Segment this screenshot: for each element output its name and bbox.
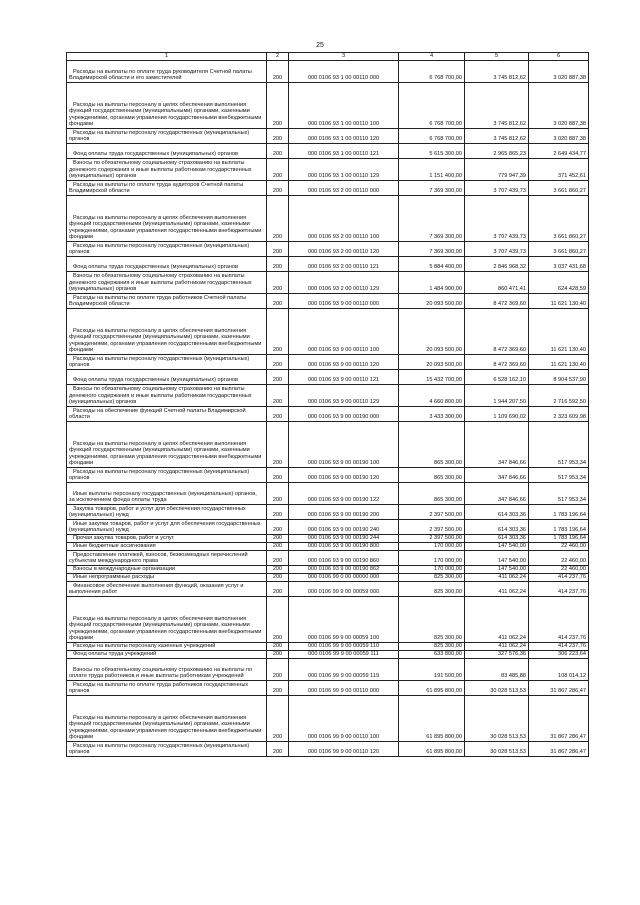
row-description (67, 696, 267, 742)
table-row (67, 294, 589, 309)
row-executed-amount: 1 944 207,50 (465, 385, 529, 407)
row-unexecuted-amount: 306 223,64 (529, 651, 589, 659)
row-approved-amount: 3 433 300,00 (399, 407, 465, 422)
row-executed-amount: 347 846,66 (465, 422, 529, 468)
row-executed-amount: 147 540,00 (465, 551, 529, 566)
row-line-code: 200 (267, 520, 289, 535)
row-executed-amount: 147 540,00 (465, 543, 529, 551)
row-budget-code: 000 0106 99 0 00 00000 000 (289, 574, 399, 582)
table-row (67, 659, 589, 681)
row-description (67, 83, 267, 129)
row-executed-amount: 3 745 812,62 (465, 129, 529, 144)
row-unexecuted-amount: 1 783 196,64 (529, 535, 589, 543)
row-description-text: Расходы на выплаты персоналу государственных (муниципальных) органов (69, 129, 250, 143)
row-line-code: 200 (267, 643, 289, 651)
row-unexecuted-amount: 517 953,34 (529, 468, 589, 483)
row-budget-code: 000 0106 93 9 00 00110 120 (289, 355, 399, 370)
row-unexecuted-amount: 2 649 434,77 (529, 144, 589, 159)
row-unexecuted-amount: 371 452,61 (529, 159, 589, 181)
row-description (67, 144, 267, 159)
row-unexecuted-amount: 414 237,76 (529, 574, 589, 582)
row-executed-amount: 3 745 812,62 (465, 83, 529, 129)
row-line-code: 200 (267, 370, 289, 385)
table-row (67, 242, 589, 257)
row-unexecuted-amount: 3 020 887,38 (529, 61, 589, 83)
row-approved-amount: 2 397 500,00 (399, 520, 465, 535)
row-description (67, 681, 267, 696)
row-line-code: 200 (267, 582, 289, 597)
row-description (67, 574, 267, 582)
row-description (67, 422, 267, 468)
row-line-code: 200 (267, 61, 289, 83)
table-row (67, 574, 589, 582)
row-line-code: 200 (267, 543, 289, 551)
row-unexecuted-amount: 108 014,12 (529, 659, 589, 681)
row-budget-code: 000 0106 93 9 00 00190 200 (289, 505, 399, 520)
row-description (67, 597, 267, 643)
row-line-code: 200 (267, 196, 289, 242)
row-approved-amount: 20 093 500,00 (399, 294, 465, 309)
row-line-code: 200 (267, 551, 289, 566)
row-budget-code: 000 0106 99 9 00 00110 000 (289, 681, 399, 696)
row-budget-code: 000 0106 93 9 00 00110 000 (289, 294, 399, 309)
row-approved-amount: 6 768 700,00 (399, 83, 465, 129)
row-unexecuted-amount: 22 460,00 (529, 566, 589, 574)
row-approved-amount: 825 300,00 (399, 574, 465, 582)
row-line-code: 200 (267, 159, 289, 181)
row-description (67, 242, 267, 257)
row-budget-code: 000 0106 99 9 00 00059 119 (289, 659, 399, 681)
table-row (67, 181, 589, 196)
row-approved-amount: 2 397 500,00 (399, 535, 465, 543)
row-unexecuted-amount: 11 621 130,40 (529, 355, 589, 370)
row-approved-amount: 6 768 700,00 (399, 129, 465, 144)
row-description-text: Расходы на выплаты персоналу в целях обеспечения выполнения функций государственными (муниципальными) органами, казенными учреждениями, органами управления государственными внебюджетными фондами (69, 440, 262, 467)
row-budget-code: 000 0106 93 9 00 00190 100 (289, 422, 399, 468)
row-approved-amount: 5 615 300,00 (399, 144, 465, 159)
row-budget-code: 000 0106 93 2 00 00110 129 (289, 272, 399, 294)
row-description (67, 129, 267, 144)
row-budget-code: 000 0106 93 1 00 00110 100 (289, 83, 399, 129)
row-executed-amount: 411 062,24 (465, 597, 529, 643)
row-executed-amount: 30 028 513,53 (465, 742, 529, 757)
row-description-text: Иные бюджетные ассигнования (73, 543, 156, 550)
row-line-code: 200 (267, 566, 289, 574)
table-row (67, 651, 589, 659)
row-approved-amount: 7 369 300,00 (399, 242, 465, 257)
row-line-code: 200 (267, 574, 289, 582)
row-description (67, 294, 267, 309)
row-description (67, 355, 267, 370)
table-row (67, 505, 589, 520)
row-description (67, 468, 267, 483)
row-budget-code: 000 0106 99 9 00 00059 110 (289, 643, 399, 651)
row-approved-amount: 191 500,00 (399, 659, 465, 681)
row-unexecuted-amount: 414 237,76 (529, 597, 589, 643)
row-budget-code: 000 0106 93 1 00 00110 000 (289, 61, 399, 83)
row-description (67, 196, 267, 242)
row-description-text: Расходы на выплаты по оплате труда руководителя Счетной палаты Владимирской области и его заместителей (69, 68, 252, 82)
row-description-text: Иные закупки товаров, работ и услуг для обеспечения государственных (муниципальных) нужд (69, 520, 261, 534)
row-executed-amount: 327 576,36 (465, 651, 529, 659)
row-executed-amount: 83 485,88 (465, 659, 529, 681)
row-description-text: Закупка товаров, работ и услуг для обеспечения государственных (муниципальных) нужд (69, 505, 246, 519)
column-header: 2 (267, 53, 289, 61)
row-unexecuted-amount: 11 621 130,40 (529, 294, 589, 309)
column-header: 3 (289, 53, 399, 61)
row-line-code: 200 (267, 129, 289, 144)
row-description (67, 566, 267, 574)
row-executed-amount: 411 062,24 (465, 582, 529, 597)
table-row (67, 257, 589, 272)
row-unexecuted-amount: 517 953,34 (529, 422, 589, 468)
row-executed-amount: 8 472 369,60 (465, 294, 529, 309)
table-row (67, 597, 589, 643)
table-row (67, 422, 589, 468)
row-approved-amount: 633 800,00 (399, 651, 465, 659)
row-description (67, 535, 267, 543)
row-approved-amount: 825 300,00 (399, 582, 465, 597)
row-approved-amount: 865 300,00 (399, 422, 465, 468)
row-unexecuted-amount: 8 904 537,90 (529, 370, 589, 385)
table-row (67, 520, 589, 535)
row-line-code: 200 (267, 407, 289, 422)
row-budget-code: 000 0106 93 1 00 00110 121 (289, 144, 399, 159)
table-row (67, 468, 589, 483)
row-unexecuted-amount: 517 953,34 (529, 483, 589, 505)
table-row (67, 681, 589, 696)
row-line-code: 200 (267, 535, 289, 543)
row-approved-amount: 7 369 300,00 (399, 196, 465, 242)
row-line-code: 200 (267, 659, 289, 681)
table-row (67, 159, 589, 181)
row-executed-amount: 347 846,66 (465, 468, 529, 483)
row-description-text: Фонд оплаты труда государственных (муниципальных) органов (73, 151, 238, 158)
row-description-text: Прочая закупка товаров, работ и услуг (73, 535, 174, 542)
row-budget-code: 000 0106 93 2 00 00110 120 (289, 242, 399, 257)
row-approved-amount: 5 884 400,00 (399, 257, 465, 272)
column-header: 1 (67, 53, 267, 61)
row-description (67, 61, 267, 83)
row-description (67, 520, 267, 535)
row-executed-amount: 779 947,39 (465, 159, 529, 181)
row-description-text: Предоставление платежей, взносов, безвозмездных перечислений субъектам международного права (69, 551, 248, 565)
row-unexecuted-amount: 3 020 887,38 (529, 129, 589, 144)
row-budget-code: 000 0106 93 9 00 00110 100 (289, 309, 399, 355)
row-description-text: Финансовое обеспечение выполнения функций, оказания услуг и выполнения работ (69, 582, 244, 596)
row-description (67, 272, 267, 294)
table-row (67, 566, 589, 574)
row-unexecuted-amount: 3 020 887,38 (529, 83, 589, 129)
row-unexecuted-amount: 2 716 592,50 (529, 385, 589, 407)
row-unexecuted-amount: 1 783 196,64 (529, 505, 589, 520)
row-description-text: Расходы на выплаты персоналу в целях обеспечения выполнения функций государственными (муниципальными) органами, казенными учреждениями, органами управления государственными внебюджетными фондами (69, 327, 262, 354)
row-unexecuted-amount: 31 867 286,47 (529, 742, 589, 757)
row-description-text: Взносы в международные организации (73, 566, 176, 573)
row-description (67, 582, 267, 597)
row-description (67, 505, 267, 520)
row-unexecuted-amount: 3 037 431,68 (529, 257, 589, 272)
table-row (67, 407, 589, 422)
row-approved-amount: 6 768 700,00 (399, 61, 465, 83)
row-description (67, 309, 267, 355)
row-executed-amount: 860 471,41 (465, 272, 529, 294)
row-approved-amount: 170 000,00 (399, 543, 465, 551)
row-executed-amount: 3 707 439,73 (465, 181, 529, 196)
row-executed-amount: 6 528 162,10 (465, 370, 529, 385)
row-approved-amount: 170 000,00 (399, 566, 465, 574)
table-row (67, 355, 589, 370)
row-unexecuted-amount: 1 783 196,64 (529, 520, 589, 535)
row-unexecuted-amount: 11 621 130,40 (529, 309, 589, 355)
row-description-text: Расходы на выплаты персоналу в целях обеспечения выполнения функций государственными (муниципальными) органами, казенными учреждениями, органами управления государственными внебюджетными фондами (69, 101, 262, 128)
row-description-text: Иные непрограммные расходы (73, 574, 154, 581)
table-row (67, 543, 589, 551)
table-row (67, 551, 589, 566)
row-description-text: Расходы на выплаты персоналу государственных (муниципальных) органов (69, 468, 250, 482)
row-unexecuted-amount: 31 867 286,47 (529, 681, 589, 696)
row-budget-code: 000 0106 93 1 00 00110 129 (289, 159, 399, 181)
row-unexecuted-amount: 414 237,76 (529, 643, 589, 651)
row-budget-code: 000 0106 99 9 00 00110 120 (289, 742, 399, 757)
row-executed-amount: 8 472 369,60 (465, 309, 529, 355)
row-description (67, 551, 267, 566)
row-approved-amount: 825 300,00 (399, 597, 465, 643)
row-budget-code: 000 0106 99 9 00 00059 111 (289, 651, 399, 659)
row-line-code: 200 (267, 651, 289, 659)
row-budget-code: 000 0106 93 9 00 00190 240 (289, 520, 399, 535)
table-row (67, 643, 589, 651)
row-description-text: Расходы на выплаты персоналу государственных (муниципальных) органов (69, 355, 250, 369)
table-row (67, 582, 589, 597)
row-description (67, 181, 267, 196)
row-description (67, 407, 267, 422)
row-executed-amount: 3 745 812,62 (465, 61, 529, 83)
row-approved-amount: 15 432 700,00 (399, 370, 465, 385)
row-description-text: Фонд оплаты труда государственных (муниципальных) органов (73, 377, 238, 384)
row-approved-amount: 4 660 800,00 (399, 385, 465, 407)
row-budget-code: 000 0106 93 9 00 00110 121 (289, 370, 399, 385)
row-description-text: Взносы по обязательному социальному страхованию на выплаты по оплате труда работников и иные выплаты работникам учреждений (69, 666, 253, 680)
row-description-text: Расходы на выплаты персоналу государственных (муниципальных) органов (69, 242, 250, 256)
row-description-text: Расходы на выплаты по оплате труда работников Счетной палаты Владимирской области (69, 294, 247, 308)
row-executed-amount: 8 472 369,60 (465, 355, 529, 370)
table-row (67, 272, 589, 294)
row-line-code: 200 (267, 681, 289, 696)
table-row (67, 144, 589, 159)
row-description-text: Фонд оплаты труда учреждений (73, 651, 157, 658)
row-unexecuted-amount: 3 661 860,27 (529, 196, 589, 242)
row-description-text: Иные выплаты персоналу государственных (муниципальных) органов, за исключением фонда оплаты труда (69, 490, 257, 504)
row-executed-amount: 347 846,66 (465, 483, 529, 505)
table-row (67, 309, 589, 355)
row-description (67, 543, 267, 551)
row-approved-amount: 7 369 300,00 (399, 181, 465, 196)
row-budget-code: 000 0106 93 9 00 00190 122 (289, 483, 399, 505)
row-approved-amount: 865 300,00 (399, 483, 465, 505)
row-description-text: Расходы на выплаты персоналу в целях обеспечения выполнения функций государственными (муниципальными) органами, казенными учреждениями, органами управления государственными внебюджетными фондами (69, 214, 262, 241)
row-line-code: 200 (267, 422, 289, 468)
row-description-text: Расходы на выплаты персоналу в целях обеспечения выполнения функций государственными (муниципальными) органами, казенными учреждениями, органами управления государственными внебюджетными фондами (69, 615, 262, 642)
row-line-code: 200 (267, 294, 289, 309)
row-executed-amount: 3 707 439,73 (465, 196, 529, 242)
row-line-code: 200 (267, 272, 289, 294)
row-executed-amount: 1 109 690,02 (465, 407, 529, 422)
row-line-code: 200 (267, 257, 289, 272)
row-approved-amount: 2 397 500,00 (399, 505, 465, 520)
table-row (67, 535, 589, 543)
row-unexecuted-amount: 2 323 609,98 (529, 407, 589, 422)
row-unexecuted-amount: 31 867 286,47 (529, 696, 589, 742)
table-row (67, 385, 589, 407)
row-executed-amount: 147 540,00 (465, 566, 529, 574)
row-budget-code: 000 0106 93 2 00 00110 100 (289, 196, 399, 242)
row-budget-code: 000 0106 93 9 00 00190 120 (289, 468, 399, 483)
row-description (67, 643, 267, 651)
row-description-text: Расходы на выплаты по оплате труда аудиторов Счетной палаты Владимирской области (69, 181, 244, 195)
row-line-code: 200 (267, 385, 289, 407)
row-budget-code: 000 0106 99 9 00 00059 000 (289, 582, 399, 597)
row-description-text: Расходы на выплаты персоналу в целях обеспечения выполнения функций государственными (муниципальными) органами, казенными учреждениями, органами управления государственными внебюджетными фондами (69, 714, 262, 741)
row-line-code: 200 (267, 181, 289, 196)
row-description (67, 651, 267, 659)
row-unexecuted-amount: 414 237,76 (529, 582, 589, 597)
row-line-code: 200 (267, 144, 289, 159)
row-line-code: 200 (267, 468, 289, 483)
row-executed-amount: 411 062,24 (465, 643, 529, 651)
row-line-code: 200 (267, 483, 289, 505)
row-budget-code: 000 0106 93 9 00 00190 862 (289, 566, 399, 574)
row-unexecuted-amount: 3 661 860,27 (529, 181, 589, 196)
table-row (67, 696, 589, 742)
row-approved-amount: 825 300,00 (399, 643, 465, 651)
row-budget-code: 000 0106 93 2 00 00110 121 (289, 257, 399, 272)
row-executed-amount: 3 707 439,73 (465, 242, 529, 257)
row-description-text: Взносы по обязательному социальному страхованию на выплаты денежного содержания и иные выплаты работникам государственных (муниципальных) органов (69, 160, 252, 180)
row-executed-amount: 30 028 513,53 (465, 681, 529, 696)
row-approved-amount: 1 484 900,00 (399, 272, 465, 294)
row-line-code: 200 (267, 242, 289, 257)
table-row (67, 129, 589, 144)
row-description (67, 742, 267, 757)
row-budget-code: 000 0106 93 9 00 00190 800 (289, 543, 399, 551)
row-line-code: 200 (267, 597, 289, 643)
row-line-code: 200 (267, 309, 289, 355)
column-header: 4 (399, 53, 465, 61)
row-approved-amount: 1 151 400,00 (399, 159, 465, 181)
row-unexecuted-amount: 22 460,00 (529, 551, 589, 566)
row-budget-code: 000 0106 93 1 00 00110 120 (289, 129, 399, 144)
row-budget-code: 000 0106 99 9 00 00110 100 (289, 696, 399, 742)
row-executed-amount: 2 846 968,32 (465, 257, 529, 272)
row-executed-amount: 614 303,36 (465, 505, 529, 520)
row-description-text: Фонд оплаты труда государственных (муниципальных) органов (73, 264, 238, 271)
row-line-code: 200 (267, 505, 289, 520)
row-budget-code: 000 0106 99 9 00 00059 100 (289, 597, 399, 643)
column-header: 5 (465, 53, 529, 61)
column-header: 6 (529, 53, 589, 61)
row-description (67, 659, 267, 681)
row-budget-code: 000 0106 93 2 00 00110 000 (289, 181, 399, 196)
row-approved-amount: 20 093 500,00 (399, 309, 465, 355)
row-budget-code: 000 0106 93 9 00 00190 860 (289, 551, 399, 566)
table-row (67, 742, 589, 757)
row-description-text: Расходы на выплаты по оплате труда работников государственных органов (69, 681, 249, 695)
row-budget-code: 000 0106 93 9 00 00110 129 (289, 385, 399, 407)
row-line-code: 200 (267, 696, 289, 742)
row-description (67, 483, 267, 505)
table-row (67, 61, 589, 83)
row-unexecuted-amount: 624 428,59 (529, 272, 589, 294)
row-line-code: 200 (267, 355, 289, 370)
budget-table (66, 52, 589, 757)
row-description (67, 257, 267, 272)
row-executed-amount: 614 303,36 (465, 520, 529, 535)
row-approved-amount: 61 895 800,00 (399, 681, 465, 696)
row-budget-code: 000 0106 93 9 00 00190 000 (289, 407, 399, 422)
row-description-text: Расходы на выплаты персоналу казенных учреждений (73, 643, 216, 650)
table-header-row (67, 53, 589, 61)
row-description (67, 385, 267, 407)
row-executed-amount: 411 062,24 (465, 574, 529, 582)
row-unexecuted-amount: 22 460,00 (529, 543, 589, 551)
row-executed-amount: 30 028 513,53 (465, 696, 529, 742)
row-line-code: 200 (267, 742, 289, 757)
table-row (67, 483, 589, 505)
row-line-code: 200 (267, 83, 289, 129)
row-description-text: Взносы по обязательному социальному страхованию на выплаты денежного содержания и иные выплаты работникам государственных (муниципальных) органов (69, 386, 252, 406)
row-budget-code: 000 0106 93 9 00 00190 244 (289, 535, 399, 543)
row-approved-amount: 20 093 500,00 (399, 355, 465, 370)
row-unexecuted-amount: 3 661 860,27 (529, 242, 589, 257)
row-approved-amount: 170 000,00 (399, 551, 465, 566)
page-number: 25 (316, 42, 324, 49)
table-row (67, 370, 589, 385)
row-approved-amount: 865 300,00 (399, 468, 465, 483)
row-description (67, 159, 267, 181)
row-executed-amount: 614 303,36 (465, 535, 529, 543)
row-description-text: Взносы по обязательному социальному страхованию на выплаты денежного содержания и иные выплаты работникам государственных (муниципальных) органов (69, 273, 252, 293)
row-executed-amount: 2 965 865,23 (465, 144, 529, 159)
row-approved-amount: 61 895 800,00 (399, 742, 465, 757)
row-description-text: Расходы на обеспечение функций Счетной палаты Владимирской области (69, 407, 246, 421)
row-description-text: Расходы на выплаты персоналу государственных (муниципальных) органов (69, 742, 250, 756)
row-approved-amount: 61 895 800,00 (399, 696, 465, 742)
row-description (67, 370, 267, 385)
table-row (67, 83, 589, 129)
table-row (67, 196, 589, 242)
